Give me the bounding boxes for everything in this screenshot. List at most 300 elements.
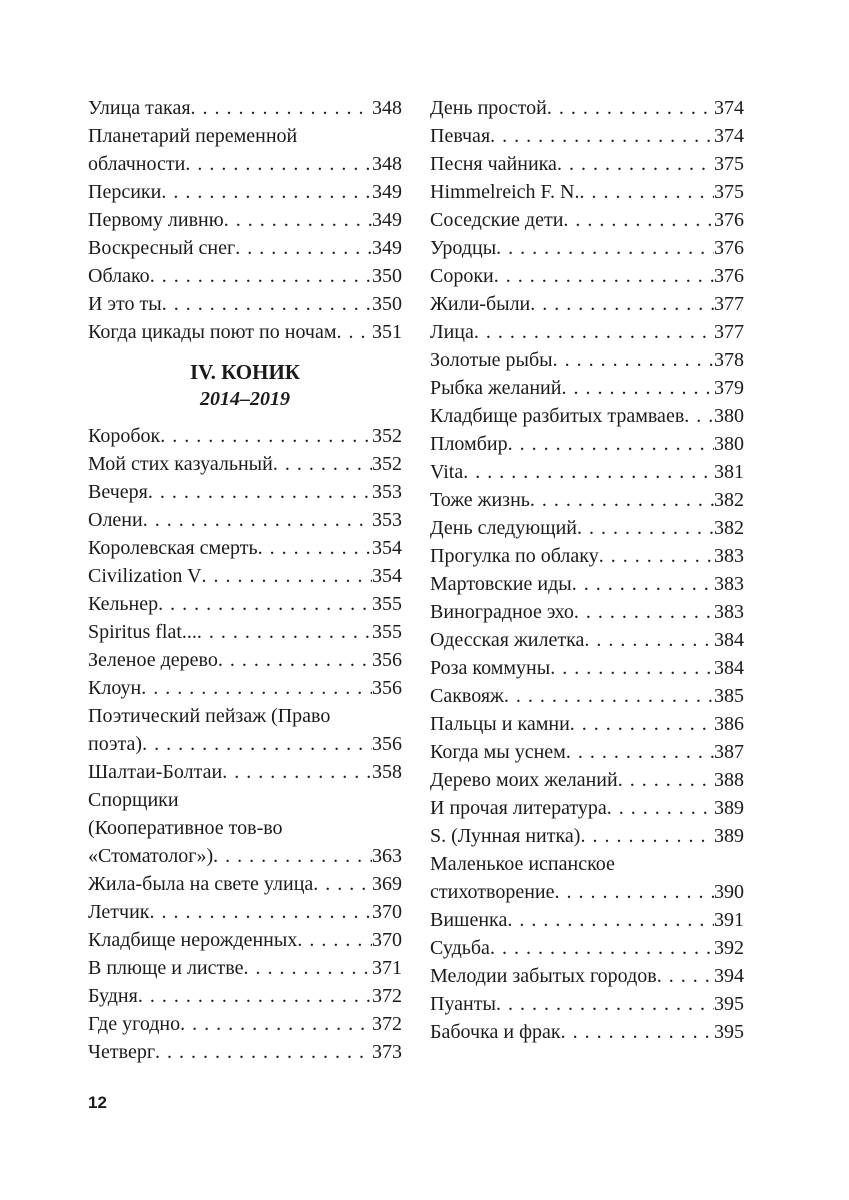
dot-leader [553,346,714,374]
toc-entry-row [430,234,744,262]
toc-entry-row [430,346,744,374]
toc-entry [88,590,402,618]
page-number: 375 [714,153,744,175]
page-number: 348 [372,97,402,119]
toc-entry [88,262,402,290]
toc-entry [430,486,744,514]
toc-entry-title: Когда мы уснем [430,741,566,763]
dot-leader [150,262,372,290]
page-number: 363 [372,845,402,867]
toc-entry [88,1010,402,1038]
toc-entry [88,422,402,450]
page-number: 382 [714,517,744,539]
page-number: 371 [372,957,402,979]
dot-leader [530,486,714,514]
page-number: 384 [714,657,744,679]
toc-entry [430,206,744,234]
toc-entry-row [88,730,402,758]
page-number: 376 [714,209,744,231]
toc-entry [430,318,744,346]
toc-entry-row [430,122,744,150]
toc-entry [430,262,744,290]
toc-entry-row [88,870,402,898]
dot-leader [504,682,714,710]
dot-leader [155,1038,372,1066]
toc-entry [430,738,744,766]
toc-entry [430,150,744,178]
toc-entry-title: поэта) [88,733,143,755]
toc-entry [88,178,402,206]
dot-leader [213,842,372,870]
page-number: 380 [714,433,744,455]
page-number: 383 [714,601,744,623]
toc-entry-title: Олени [88,509,143,531]
toc-entry [430,850,744,906]
page-number: 376 [714,265,744,287]
toc-entry-row [430,514,744,542]
toc-entry-title-line: Поэтический пейзаж (Право [88,705,331,727]
dot-leader [235,234,372,262]
page-number: 358 [372,761,402,783]
toc-entry-row [88,842,402,870]
toc-entry-title: Мой стих казуальный [88,453,273,475]
toc-entry [430,934,744,962]
toc-entry-row [88,646,402,674]
page-number: 395 [714,1021,744,1043]
page-number: 377 [714,293,744,315]
dot-leader [202,562,372,590]
toc-entry-title: Civilization V [88,565,202,587]
page-number: 379 [714,377,744,399]
toc-entry-title: Улица такая [88,97,191,119]
toc-entry [88,450,402,478]
page-number: 391 [714,909,744,931]
toc-entry-title: Будня [88,985,138,1007]
toc-entry [430,94,744,122]
dot-leader [474,318,714,346]
toc-entry-row [430,290,744,318]
page-number: 395 [714,993,744,1015]
dot-leader [337,318,372,346]
dot-leader [574,598,714,626]
toc-entry-title: Spiritus flat... [88,621,197,643]
page-number: 378 [714,349,744,371]
dot-leader [463,458,714,486]
toc-entry-title: Пальцы и камни [430,713,570,735]
page-number: 374 [714,97,744,119]
toc-entry-row [88,1038,402,1066]
page-number: 374 [714,125,744,147]
toc-entry-row [430,766,744,794]
toc-entry-row [430,626,744,654]
dot-leader [191,94,372,122]
page-number: 369 [372,873,402,895]
toc-entry-row [430,262,744,290]
toc-entry-title: Клоун [88,677,142,699]
toc-entry [430,626,744,654]
section-subheading: 2014–2019 [200,388,290,410]
dot-leader [579,178,714,206]
toc-entry-row [88,506,402,534]
toc-entry [430,710,744,738]
toc-entry [88,954,402,982]
dot-leader [580,822,714,850]
toc-entry-title: Himmelreich F. N. [430,181,580,203]
toc-entry-title: Судьба [430,937,490,959]
toc-entry-title: S. (Лунная нитка) [430,825,581,847]
toc-entry-title: Шалтаи-Болтаи [88,761,223,783]
toc-entry [88,618,402,646]
toc-entry-row [88,926,402,954]
toc-entry-title: Виноградное эхо [430,601,574,623]
toc-entry-row [430,962,744,990]
toc-entry-row [88,478,402,506]
page-number: 375 [714,181,744,203]
page-number: 373 [372,1041,402,1063]
toc-entry-row [430,206,744,234]
toc-entry-title-line: Планетарий переменной [88,125,298,147]
page-number: 381 [714,461,744,483]
toc-entry-title: Персики [88,181,162,203]
dot-leader [570,710,714,738]
toc-entry-row [88,94,402,122]
dot-leader [607,794,714,822]
dot-leader [160,422,372,450]
dot-leader [561,1018,714,1046]
dot-leader [566,738,714,766]
toc-entry-title: облачности [88,153,186,175]
toc-entry-row [430,570,744,598]
toc-entry-title: Тоже жизнь [430,489,530,511]
dot-leader [490,122,714,150]
toc-entry [88,94,402,122]
toc-entry-title: «Стоматолог») [88,845,214,867]
toc-entry [88,926,402,954]
page-number: 372 [372,985,402,1007]
toc-entry-row [88,206,402,234]
toc-entry [430,402,744,430]
toc-entry [430,514,744,542]
page-number: 370 [372,929,402,951]
dot-leader [143,506,372,534]
toc-entry [430,682,744,710]
toc-entry [430,346,744,374]
dot-leader [557,150,714,178]
page-number: 356 [372,733,402,755]
page-number: 355 [372,621,402,643]
toc-entry-title: Вишенка [430,909,508,931]
toc-entry-title: Кладбище нерожденных [88,929,298,951]
dot-leader [555,878,714,906]
toc-entry-row [430,150,744,178]
dot-leader [494,262,714,290]
toc-entry [88,982,402,1010]
toc-entry-title-line: (Кооперативное тов-во [88,817,283,839]
toc-entry-row [88,178,402,206]
toc-entry-row [430,906,744,934]
toc-entry-row [430,486,744,514]
page-number: 370 [372,901,402,923]
toc-entry-title: Жила-была на свете улица [88,873,314,895]
toc-entry-title: стихотворение [430,881,555,903]
toc-entry-title: Пломбир [430,433,508,455]
dot-leader [684,402,714,430]
toc-entry-row [88,590,402,618]
dot-leader [197,618,372,646]
toc-entry-title: Певчая [430,125,491,147]
toc-entry-title: Коробок [88,425,161,447]
toc-entry-title: И это ты [88,293,162,315]
dot-leader [313,870,372,898]
page-number: 380 [714,405,744,427]
dot-leader [563,206,714,234]
toc-entry-title: Сороки [430,265,494,287]
toc-entry-row [88,450,402,478]
dot-leader [222,758,372,786]
toc-entry-row [88,674,402,702]
dot-leader [530,290,714,318]
page-number: 348 [372,153,402,175]
page-number: 350 [372,293,402,315]
toc-entry-row [88,618,402,646]
page-number: 349 [372,181,402,203]
page-number: 354 [372,565,402,587]
toc-entry-title-line: Спорщики [88,789,179,811]
toc-entry-title: Песня чайника [430,153,557,175]
toc-entry [430,290,744,318]
toc-entry-row [430,710,744,738]
toc-entry [430,1018,744,1046]
toc-entry [430,570,744,598]
toc-entry [430,794,744,822]
dot-leader [243,954,372,982]
toc-entry-title: День простой [430,97,547,119]
dot-leader [657,962,714,990]
toc-entry-title: Прогулка по облаку [430,545,599,567]
dot-leader [273,450,372,478]
page-number: 353 [372,509,402,531]
dot-leader [577,514,714,542]
dot-leader [162,290,372,318]
toc-entry-title: Одесская жилетка [430,629,585,651]
toc-entry-row [88,422,402,450]
toc-entry-row [430,94,744,122]
dot-leader [508,430,714,458]
toc-entry [88,786,402,870]
page-number: 383 [714,545,744,567]
page-number: 356 [372,649,402,671]
dot-leader [584,626,714,654]
toc-entry-title: Рыбка желаний [430,377,562,399]
toc-entry [88,674,402,702]
toc-entry-title: Кладбище разбитых трамваев [430,405,685,427]
toc-entry-title: Первому ливню [88,209,224,231]
toc-entry-title: Мелодии забытых городов [430,965,657,987]
toc-entry-title: Кельнер [88,593,159,615]
toc-entry-title: Роза коммуны [430,657,551,679]
toc-entry [430,906,744,934]
folio-page-number: 12 [88,1093,107,1112]
toc-entry-row [88,234,402,262]
dot-leader [550,654,714,682]
toc-entry [430,598,744,626]
toc-entry [430,430,744,458]
dot-leader [297,926,372,954]
toc-entry-title: День следующий [430,517,577,539]
toc-entry [88,290,402,318]
toc-entry [430,542,744,570]
page-number: 349 [372,237,402,259]
toc-entry-row [430,738,744,766]
toc-entry-title: Королевская смерть [88,537,258,559]
toc-entry [88,870,402,898]
toc-entry [430,374,744,402]
toc-entry [430,178,744,206]
page-number: 372 [372,1013,402,1035]
toc-entry [88,506,402,534]
dot-leader [572,570,714,598]
toc-entry-title: Уродцы [430,237,497,259]
dot-leader [561,374,714,402]
page-number: 349 [372,209,402,231]
toc-entry-row [430,458,744,486]
page-number: 377 [714,321,744,343]
page-number: 390 [714,881,744,903]
page-number: 386 [714,713,744,735]
page-number: 383 [714,573,744,595]
toc-entry-row [88,262,402,290]
dot-leader [150,898,372,926]
dot-leader [224,206,372,234]
toc-entry-title: Когда цикады поют по ночам [88,321,337,343]
toc-entry-row [430,598,744,626]
page-number: 351 [372,321,402,343]
toc-entry [88,1038,402,1066]
toc-entry [88,234,402,262]
toc-entry-row [88,290,402,318]
dot-leader [218,646,372,674]
toc-entry-row [88,758,402,786]
toc-entry-title: Золотые рыбы [430,349,553,371]
toc-column [88,94,402,1066]
page-number: 354 [372,537,402,559]
page-number: 387 [714,741,744,763]
toc-entry-row [430,178,744,206]
page-number: 389 [714,797,744,819]
toc-entry-row [88,954,402,982]
page-number: 382 [714,489,744,511]
toc-entry [430,990,744,1018]
dot-leader [490,934,714,962]
toc-entry-row [430,1018,744,1046]
dot-leader [185,150,372,178]
dot-leader [158,590,372,618]
toc-entry-title: Летчик [88,901,150,923]
dot-leader [161,178,372,206]
toc-entry [430,962,744,990]
toc-entry-row [430,374,744,402]
page-number: 389 [714,825,744,847]
toc-entry-title: Бабочка и фрак [430,1021,561,1043]
toc-entry-title-line: Маленькое испанское [430,853,615,875]
toc-entry-title: Соседские дети [430,209,564,231]
toc-entry [88,898,402,926]
page-number: 352 [372,425,402,447]
toc-entry [88,122,402,178]
page-number: 384 [714,629,744,651]
toc-entry-row [430,402,744,430]
page-number: 385 [714,685,744,707]
dot-leader [141,674,372,702]
dot-leader [547,94,714,122]
toc-entry-row [88,150,402,178]
dot-leader [258,534,372,562]
page-number: 353 [372,481,402,503]
toc-entry-title: Где угодно [88,1013,181,1035]
toc-entry [430,122,744,150]
toc-entry [88,318,402,346]
toc-entry-row [430,542,744,570]
page-number: 355 [372,593,402,615]
dot-leader [180,1010,372,1038]
page-number: 392 [714,937,744,959]
toc-entry-row [430,990,744,1018]
toc-entry-title: И прочая литература [430,797,607,819]
toc-entry-title: Лица [430,321,474,343]
toc-entry-row [88,562,402,590]
toc-entry-title: Жили-были [430,293,531,315]
toc-entry-row [430,878,744,906]
toc-entry-title: Зеленое дерево [88,649,218,671]
page-number: 350 [372,265,402,287]
toc-entry [88,562,402,590]
toc-entry-row [88,1010,402,1038]
page-number: 388 [714,769,744,791]
toc-entry [430,654,744,682]
dot-leader [148,478,372,506]
page-number: 352 [372,453,402,475]
dot-leader [507,906,714,934]
dot-leader [496,234,714,262]
toc-entry-row [88,534,402,562]
toc-entry-title: В плюще и листве [88,957,244,979]
toc-entry [88,206,402,234]
toc-entry-title: Четверг [88,1041,156,1063]
toc-entry-title: Пуанты [430,993,496,1015]
toc-entry-row [430,682,744,710]
toc-entry-row [430,822,744,850]
toc-entry-row [430,654,744,682]
toc-entry [88,478,402,506]
toc-entry-title: Дерево моих желаний [430,769,618,791]
dot-leader [496,990,714,1018]
dot-leader [618,766,714,794]
toc-entry [430,234,744,262]
toc-entry [88,758,402,786]
toc-entry [88,702,402,758]
toc-entry-title: Мартовские иды [430,573,572,595]
toc-entry-title: Вечеря [88,481,148,503]
toc-entry [88,646,402,674]
toc-entry-title: Воскресный снег [88,237,236,259]
toc-entry-row [88,898,402,926]
dot-leader [142,730,372,758]
dot-leader [599,542,714,570]
toc-entry-row [88,982,402,1010]
toc-entry [88,534,402,562]
toc-entry-row [430,934,744,962]
toc-entry [430,766,744,794]
